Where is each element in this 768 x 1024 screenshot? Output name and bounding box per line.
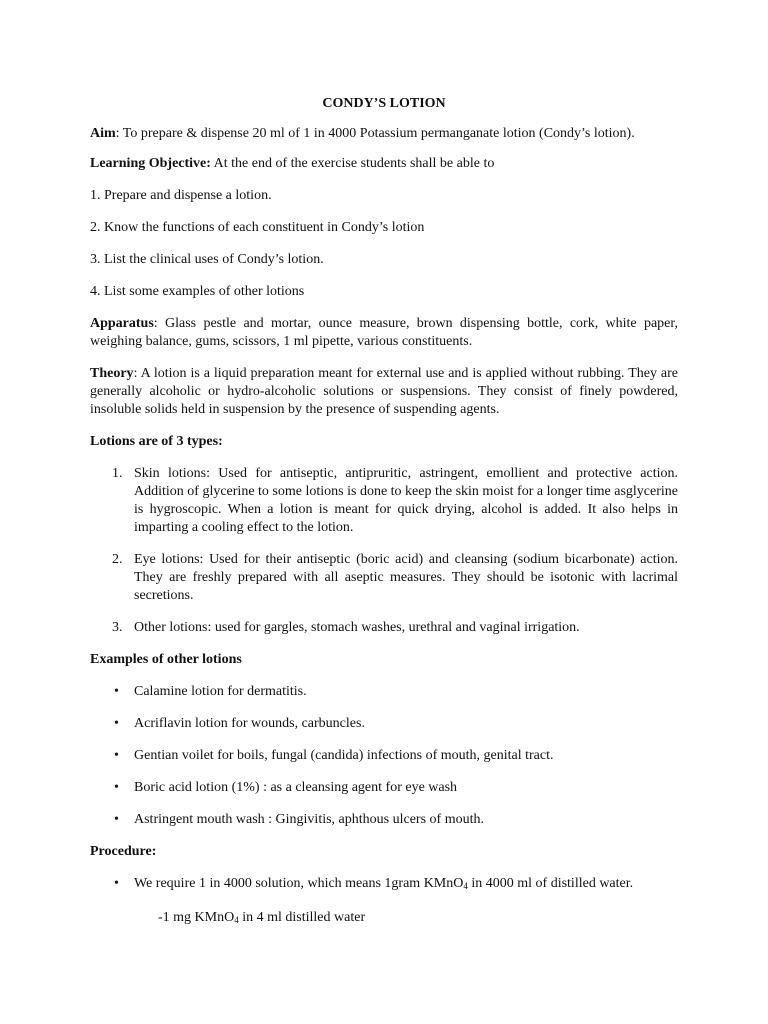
- bullet-icon: •: [114, 812, 119, 827]
- procedure-heading: Procedure:: [90, 844, 157, 859]
- apparatus-text: : Glass pestle and mortar, ounce measure, brown dispensing bottle, cork, white paper, weighing balance, gums, scissors, 1 ml pipette, various constituents.: [90, 316, 678, 349]
- list-item-text: Gentian voilet for boils, fungal (candida) infections of mouth, genital tract.: [134, 748, 554, 763]
- procedure-sub-before: -1 mg KMnO: [158, 910, 235, 925]
- objective-text: At the end of the exercise students shall be able to: [210, 156, 495, 171]
- list-item-text: Acriflavin lotion for wounds, carbuncles.: [134, 716, 365, 731]
- list-item: [90, 619, 678, 637]
- theory-label: Theory: [90, 366, 134, 381]
- procedure-sub-subscript: 4: [234, 915, 239, 925]
- aim-text: : To prepare & dispense 20 ml of 1 in 4000 Potassium permanganate lotion (Condy’s lotion).: [115, 126, 635, 141]
- procedure-item-after: in 4000 ml of distilled water.: [467, 876, 634, 891]
- bullet-icon: •: [114, 780, 119, 795]
- list-item: [90, 683, 678, 701]
- list-item-text: Skin lotions: Used for antiseptic, antipruritic, astringent, emollient and protective action. Addition of glycerine to some lotions is done to keep the skin moist for a longer time asglycerine is hygroscopic. When a lotion is meant for quick drying, alcohol is added. It also helps in imparting a cooling effect to the lotion.: [134, 466, 678, 535]
- apparatus-paragraph: [90, 315, 678, 351]
- list-item-text: Astringent mouth wash : Gingivitis, aphthous ulcers of mouth.: [134, 812, 484, 827]
- types-heading: Lotions are of 3 types:: [90, 434, 223, 449]
- list-item: [90, 875, 678, 895]
- examples-heading: Examples of other lotions: [90, 652, 242, 667]
- apparatus-label: Apparatus: [90, 316, 154, 331]
- objective-item-4: 4. List some examples of other lotions: [90, 284, 305, 299]
- list-item-text: Other lotions: used for gargles, stomach washes, urethral and vaginal irrigation.: [134, 620, 580, 635]
- document-title: CONDY’S LOTION: [322, 96, 446, 111]
- objective-item-3: 3. List the clinical uses of Condy’s lotion.: [90, 252, 324, 267]
- list-number: 3.: [112, 620, 123, 635]
- bullet-icon: •: [114, 684, 119, 699]
- types-list: [90, 465, 678, 637]
- list-number: 1.: [112, 466, 123, 481]
- theory-paragraph: [90, 365, 678, 419]
- examples-list: [90, 683, 678, 829]
- list-item: [90, 779, 678, 797]
- list-item: [90, 551, 678, 605]
- aim-label: Aim: [90, 126, 116, 141]
- procedure-item-before: We require 1 in 4000 solution, which means 1gram KMnO: [134, 876, 464, 891]
- list-item-text: Calamine lotion for dermatitis.: [134, 684, 307, 699]
- procedure-sub-after: in 4 ml distilled water: [238, 910, 366, 925]
- objective-label: Learning Objective:: [90, 156, 211, 171]
- list-item-text: Boric acid lotion (1%) : as a cleansing agent for eye wash: [134, 780, 458, 795]
- theory-text: : A lotion is a liquid preparation meant for external use and is applied without rubbing. They are generally alcoholic or hydro-alcoholic solutions or suspensions. They consist of finely powdered, insoluble solids held in suspension by the presence of suspending agents.: [90, 366, 678, 417]
- bullet-icon: •: [114, 716, 119, 731]
- list-number: 2.: [112, 552, 123, 567]
- aim-paragraph: [90, 125, 678, 143]
- list-item-text: Eye lotions: Used for their antiseptic (boric acid) and cleansing (sodium bicarbonate) action. They are freshly prepared with all aseptic measures. They should be isotonic with lacrimal secretions.: [134, 552, 678, 603]
- document-page: [90, 95, 678, 929]
- bullet-icon: •: [114, 748, 119, 763]
- bullet-icon: •: [114, 876, 119, 891]
- objective-item-1: 1. Prepare and dispense a lotion.: [90, 188, 272, 203]
- objective-paragraph: [90, 155, 678, 173]
- list-item: [90, 811, 678, 829]
- procedure-subline: [90, 909, 678, 929]
- procedure-list: [90, 875, 678, 895]
- list-item: [90, 715, 678, 733]
- list-item: [90, 747, 678, 765]
- list-item: [90, 465, 678, 537]
- objective-item-2: 2. Know the functions of each constituent in Condy’s lotion: [90, 220, 425, 235]
- procedure-item-subscript: 4: [463, 881, 468, 891]
